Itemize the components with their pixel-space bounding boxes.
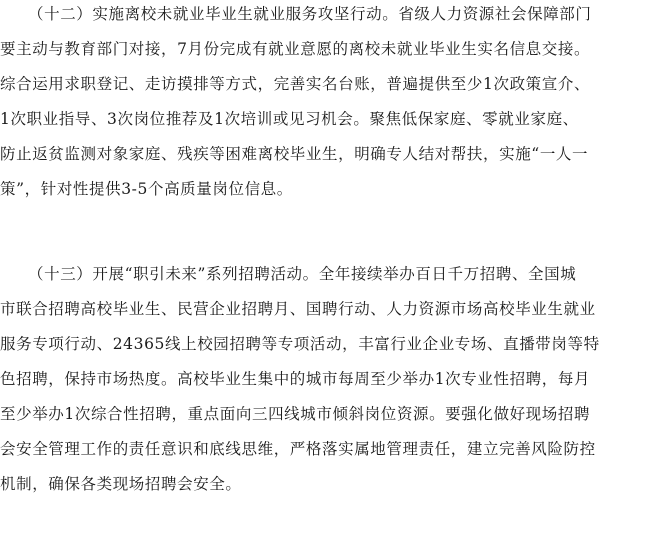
paragraph-line: 服务专项行动、24365线上校园招聘等专项活动，丰富行业企业专场、直播带岗等特 [0,335,600,353]
paragraph-line: 市联合招聘高校毕业生、民营企业招聘月、国聘行动、人力资源市场高校毕业生就业 [0,300,596,318]
paragraph-line: 策”，针对性提供3-5个高质量岗位信息。 [0,180,293,198]
paragraph-line: 会安全管理工作的责任意识和底线思维，严格落实属地管理责任，建立完善风险防控 [0,440,596,458]
paragraph-line: 防止返贫监测对象家庭、残疾等困难离校毕业生，明确专人结对帮扶，实施“一人一 [0,145,589,163]
paragraph-line: 1次职业指导、3次岗位推荐及1次培训或见习机会。聚焦低保家庭、零就业家庭、 [0,110,579,128]
paragraph-line: 综合运用求职登记、走访摸排等方式，完善实名台账，普遍提供至少1次政策宣介、 [0,75,591,93]
paragraph-line: （十三）开展“职引未来”系列招聘活动。全年接续举办百日千万招聘、全国城 [28,265,577,283]
paragraph-line: 机制，确保各类现场招聘会安全。 [0,475,242,493]
paragraph-line: 色招聘，保持市场热度。高校毕业生集中的城市每周至少举办1次专业性招聘，每月 [0,370,591,388]
paragraph-line: 至少举办1次综合性招聘，重点面向三四线城市倾斜岗位资源。要强化做好现场招聘 [0,405,591,423]
paragraph-line: 要主动与教育部门对接，7月份完成有就业意愿的离校未就业毕业生实名信息交接。 [0,40,591,58]
paragraph-line: （十二）实施离校未就业毕业生就业服务攻坚行动。省级人力资源社会保障部门 [28,5,592,23]
